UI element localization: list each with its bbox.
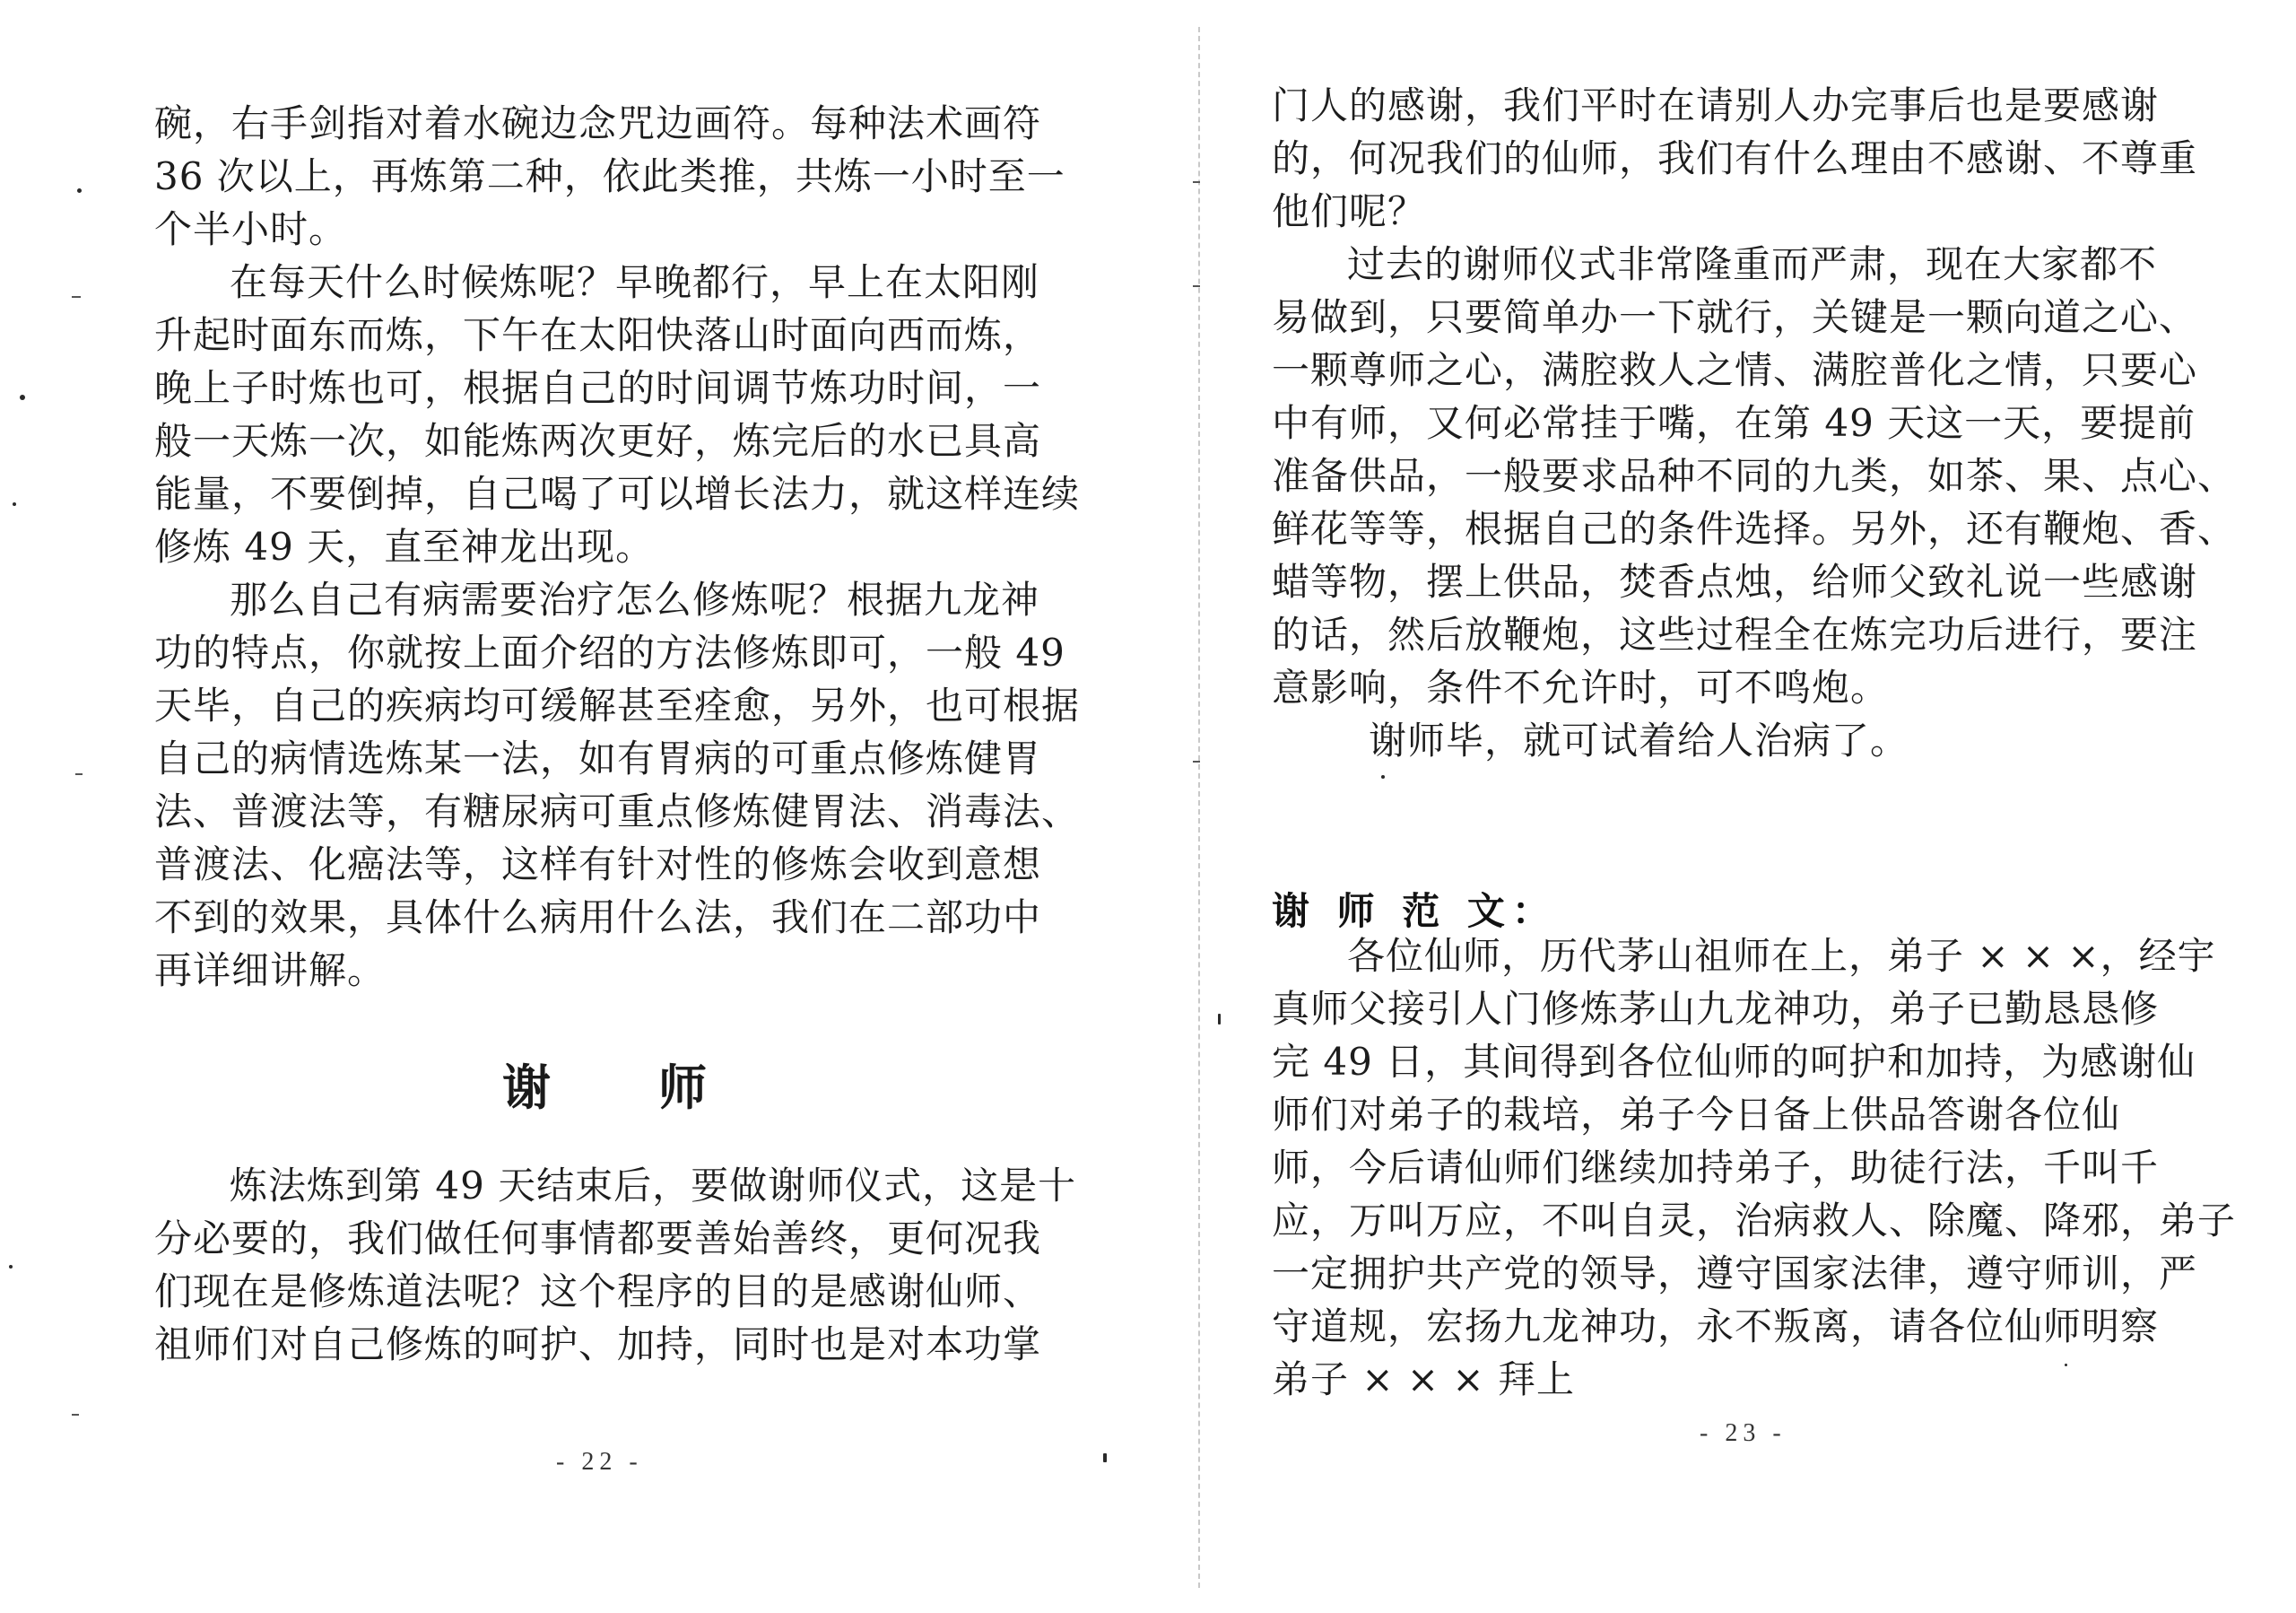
text-line: 晚上子时炼也可，根据自己的时间调节炼功时间，一 [154, 366, 1042, 410]
text-line: 分必要的，我们做任何事情都要善始善终，更何况我 [154, 1216, 1042, 1260]
text-line: 祖师们对自己修炼的呵护、加持，同时也是对本功掌 [154, 1322, 1042, 1366]
text-line: 升起时面东而炼，下午在太阳快落山时面向西而炼， [154, 313, 1042, 357]
page-number: - 22 - [556, 1448, 643, 1476]
text-line: 一颗尊师之心，满腔救人之情、满腔普化之情，只要心 [1272, 348, 2198, 392]
scan-speck [1381, 775, 1385, 779]
text-line: 们现在是修炼道法呢？这个程序的目的是感谢仙师、 [154, 1269, 1042, 1313]
scan-speck [2065, 1364, 2067, 1366]
text-line: 碗，右手剑指对着水碗边念咒边画符。每种法术画符 [154, 101, 1042, 145]
right-body-text [1272, 79, 2237, 767]
text-line: 蜡等物，摆上供品，焚香点烛，给师父致礼说一些感谢 [1272, 560, 2198, 604]
text-line: 的，何况我们的仙师，我们有什么理由不感谢、不尊重 [1272, 136, 2198, 180]
text-line: 个半小时。 [154, 207, 348, 251]
scan-mark [1193, 285, 1200, 287]
text-line: 在每天什么时候炼呢？早晚都行，早上在太阳刚 [230, 260, 1040, 304]
text-line: 再详细讲解。 [154, 948, 387, 992]
sample-letter-text [1272, 929, 2237, 1406]
text-line: 真师父接引人门修炼茅山九龙神功，弟子已勤恳恳修 [1272, 987, 2160, 1031]
section-heading: 谢师 [502, 1059, 814, 1116]
text-line: 法、普渡法等，有糖尿病可重点修炼健胃法、消毒法、 [154, 789, 1081, 833]
text-line: 中有师，又何必常挂于嘴，在第 49 天这一天，要提前 [1272, 401, 2196, 445]
text-line: 应，万叫万应，不叫自灵，治病救人、除魔、降邪，弟子 [1272, 1199, 2237, 1242]
text-line: 般一天炼一次，如能炼两次更好，炼完后的水已具高 [154, 419, 1042, 463]
scan-speck [1218, 1014, 1221, 1024]
text-line: 门人的感谢，我们平时在请别人办完事后也是要感谢 [1272, 83, 2160, 127]
scan-mark [75, 773, 83, 775]
scan-speck [9, 1265, 13, 1269]
text-line: 弟子 × × × 拜上 [1272, 1357, 1575, 1401]
text-line: 天毕，自己的疾病均可缓解甚至痊愈，另外，也可根据 [154, 684, 1081, 728]
text-line: 修炼 49 天，直至神龙出现。 [154, 525, 655, 569]
text-line: 36 次以上，再炼第二种，依此类推，共炼一小时至一 [154, 154, 1065, 198]
text-line: 谢师毕，就可试着给人治病了。 [1369, 719, 1909, 763]
scan-mark [72, 1414, 79, 1416]
text-line: 一定拥护共产党的领导，遵守国家法律，遵守师训，严 [1272, 1251, 2198, 1295]
text-line: 易做到，只要简单办一下就行，关键是一颗向道之心、 [1272, 295, 2198, 339]
text-line: 他们呢？ [1272, 189, 1427, 233]
text-line: 不到的效果，具体什么病用什么法，我们在二部功中 [154, 895, 1042, 939]
text-line: 的话，然后放鞭炮，这些过程全在炼完功后进行，要注 [1272, 613, 2198, 657]
text-line: 鲜花等等，根据自己的条件选择。另外，还有鞭炮、香、 [1272, 507, 2237, 551]
text-line: 能量，不要倒掉，自己喝了可以增长法力，就这样连续 [154, 472, 1081, 516]
scan-mark [72, 296, 81, 298]
text-line: 守道规，宏扬九龙神功，永不叛离，请各位仙师明察 [1272, 1304, 2160, 1348]
text-line: 师，今后请仙师们继续加持弟子，助徒行法，千叫千 [1272, 1146, 2160, 1190]
text-line: 完 49 日，其间得到各位仙师的呵护和加持，为感谢仙 [1272, 1040, 2196, 1084]
text-line: 普渡法、化癌法等，这样有针对性的修炼会收到意想 [154, 842, 1042, 886]
text-line: 功的特点，你就按上面介绍的方法修炼即可，一般 49 [154, 631, 1065, 675]
page-number: - 23 - [1700, 1419, 1787, 1447]
left-section-text [154, 1159, 1077, 1371]
scan-mark [1193, 761, 1200, 763]
text-line: 意影响，条件不允许时，可不鸣炮。 [1272, 666, 1890, 710]
sample-letter-title: 谢 师 范 文： [1272, 889, 1557, 933]
text-line: 各位仙师，历代茅山祖师在上，弟子 × × ×，经宇 [1347, 934, 2216, 978]
scan-mark [1193, 181, 1200, 183]
scan-speck [1103, 1453, 1107, 1462]
text-line: 炼法炼到第 49 天结束后，要做谢师仪式，这是十 [230, 1164, 1077, 1208]
text-line: 自己的病情选炼某一法，如有胃病的可重点修炼健胃 [154, 737, 1042, 780]
scan-speck [20, 395, 25, 400]
text-line: 准备供品，一般要求品种不同的九类，如茶、果、点心、 [1272, 454, 2237, 498]
text-line: 过去的谢师仪式非常隆重而严肃，现在大家都不 [1347, 242, 2158, 286]
scan-speck [13, 502, 16, 506]
left-body-text [154, 97, 1081, 997]
text-line: 师们对弟子的栽培，弟子今日备上供品答谢各位仙 [1272, 1093, 2121, 1137]
scan-speck [77, 188, 82, 193]
text-line: 那么自己有病需要治疗怎么修炼呢？根据九龙神 [230, 578, 1040, 622]
